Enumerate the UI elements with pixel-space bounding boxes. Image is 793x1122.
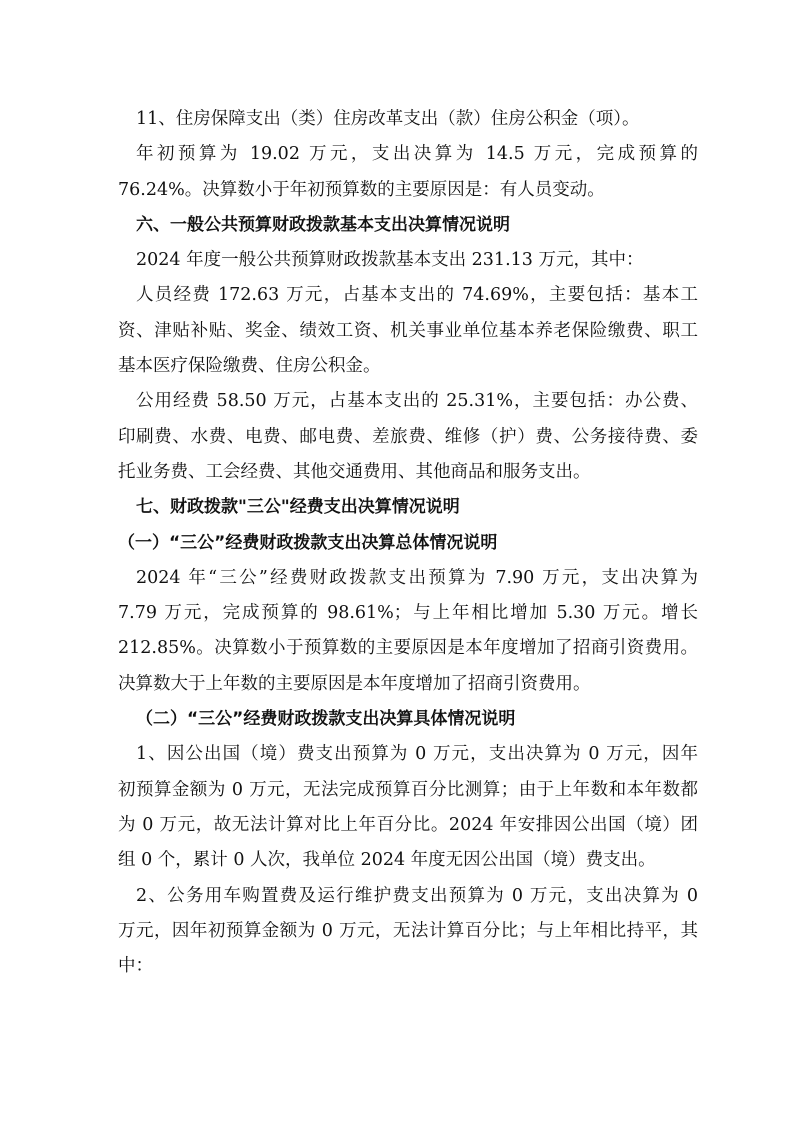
paragraph-line: 212.85%。决算数小于预算数的主要原因是本年度增加了招商引资费用。 <box>118 638 698 659</box>
document-body <box>118 102 698 984</box>
paragraph-line: 人员经费 172.63 万元，占基本支出的 74.69%，主要包括：基本工 <box>136 285 698 306</box>
section-heading: 六、一般公共预算财政拨款基本支出决算情况说明 <box>136 214 510 235</box>
paragraph-line: 印刷费、水费、电费、邮电费、差旅费、维修（护）费、公务接待费、委 <box>118 426 698 447</box>
paragraph-line: 公用经费 58.50 万元，占基本支出的 25.31%，主要包括：办公费、 <box>136 391 698 412</box>
paragraph-line: 76.24%。决算数小于年初预算数的主要原因是：有人员变动。 <box>118 179 605 200</box>
paragraph-line: 资、津贴补贴、奖金、绩效工资、机关事业单位基本养老保险缴费、职工 <box>118 320 698 341</box>
paragraph-line: 初预算金额为 0 万元，无法完成预算百分比测算；由于上年数和本年数都 <box>118 779 698 800</box>
paragraph-line: 2024 年“三公”经费财政拨款支出预算为 7.90 万元，支出决算为 <box>136 567 698 588</box>
paragraph-line: 决算数大于上年数的主要原因是本年度增加了招商引资费用。 <box>118 673 591 694</box>
paragraph-line: 2024 年度一般公共预算财政拨款基本支出 231.13 万元，其中： <box>136 250 644 271</box>
paragraph-line: 1、因公出国（境）费支出预算为 0 万元，支出决算为 0 万元，因年 <box>136 744 698 765</box>
paragraph-line: 年初预算为 19.02 万元，支出决算为 14.5 万元，完成预算的 <box>136 144 698 165</box>
paragraph-line: 托业务费、工会经费、其他交通费用、其他商品和服务支出。 <box>118 461 591 482</box>
paragraph-line: 万元，因年初预算金额为 0 万元，无法计算百分比；与上年相比持平，其 <box>118 920 698 941</box>
paragraph-line: 中： <box>118 956 153 977</box>
paragraph-line: 2、公务用车购置费及运行维护费支出预算为 0 万元，支出决算为 0 <box>136 885 698 906</box>
paragraph-line: 组 0 个，累计 0 人次，我单位 2024 年度无因公出国（境）费支出。 <box>118 850 656 871</box>
section-heading: 七、财政拨款"三公"经费支出决算情况说明 <box>136 497 460 518</box>
paragraph-line: 11、住房保障支出（类）住房改革支出（款）住房公积金（项）。 <box>136 109 640 129</box>
subsection-heading: （二）“三公”经费财政拨款支出决算具体情况说明 <box>136 709 516 730</box>
paragraph-line: 为 0 万元，故无法计算对比上年百分比。2024 年安排因公出国（境）团 <box>118 814 698 835</box>
paragraph-line: 7.79 万元，完成预算的 98.61%；与上年相比增加 5.30 万元。增长 <box>118 603 698 624</box>
paragraph-line: 基本医疗保险缴费、住房公积金。 <box>118 356 381 377</box>
subsection-heading: （一）“三公”经费财政拨款支出决算总体情况说明 <box>118 532 498 553</box>
